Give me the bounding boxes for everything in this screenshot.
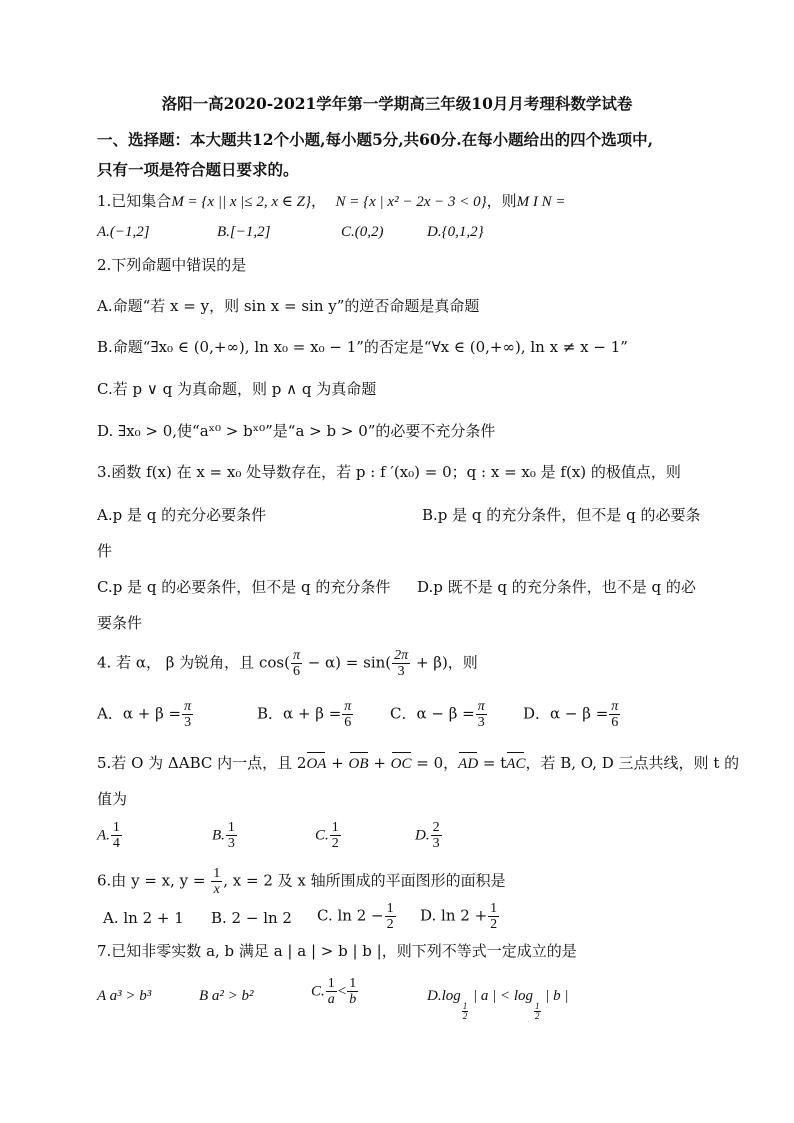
q4-d-den: 6: [611, 715, 619, 730]
q7-c-num1: 1: [327, 976, 335, 991]
q5-vec-oa: OA: [306, 756, 327, 772]
q1-sep: ，: [310, 192, 326, 210]
q1-option-b: B.[−1,2]: [217, 224, 271, 240]
q5-option-c: [315, 820, 342, 851]
q4-b-num: π: [344, 699, 352, 714]
q7-option-c: [311, 976, 359, 1007]
q5-a-den: 4: [112, 836, 120, 851]
q4-option-d: [523, 699, 621, 730]
q5-option-a: [97, 820, 123, 851]
q1-stem-text: 1.已知集合: [97, 192, 172, 210]
q5-d-label: D.: [415, 827, 430, 844]
q5-d-frac: [431, 820, 442, 851]
q4-pre: 4. 若 α， β 为锐角，且 cos(: [97, 653, 290, 672]
q4-frac-2pi-3: [392, 648, 410, 679]
q5-eqt: = t: [478, 754, 507, 772]
q4-b-frac: [342, 699, 353, 730]
question-6-stem: [97, 866, 506, 897]
q4-frac1-den: 6: [292, 664, 300, 679]
q1-option-c: C.(0,2): [341, 224, 384, 240]
q5-stem-cont: 值为: [97, 790, 128, 808]
q3-option-c: C.p 是 q 的必要条件，但不是 q 的充分条件: [97, 578, 391, 596]
q7-c-frac1: [326, 976, 337, 1007]
q4-frac1-num: π: [292, 648, 300, 663]
q4-frac2-den: 3: [397, 664, 405, 679]
q7-d-pre: D.log: [427, 988, 461, 1004]
q1-option-a: A.(−1,2]: [97, 224, 150, 240]
q5-plus1: +: [326, 754, 349, 772]
q5-b-label: B.: [212, 827, 225, 844]
q4-c-frac: [476, 699, 487, 730]
question-7-stem: 7.已知非零实数 a, b 满足 a | a | > b | b |，则下列不等式一定成立的是: [97, 942, 577, 960]
q7-option-d: [427, 986, 569, 1021]
q4-option-a: [97, 699, 194, 730]
q6-option-c: [317, 901, 397, 932]
page-title: 洛阳一高2020-2021学年第一学期高三年级10月月考理科数学试卷: [161, 94, 633, 113]
q1-ask: ，则: [486, 192, 517, 210]
section-header-line1: 一、选择题：本大题共12个小题,每小题5分,共60分.在每小题给出的四个选项中,: [97, 130, 654, 149]
q5-pre: 5.若 O 为 ΔABC 内一点，且 2: [97, 754, 307, 772]
q4-option-c: [390, 699, 488, 730]
q4-a-den: 3: [184, 715, 192, 730]
question-3-stem: 3.函数 f(x) 在 x = x₀ 处导数存在，若 p : f ′(x₀) = 0；q : x = x₀ 是 f(x) 的极值点，则: [97, 463, 681, 481]
q6-d-text: D. ln 2 +: [420, 906, 488, 925]
q7-c-den1: a: [327, 992, 335, 1007]
q2-option-d: D. ∃x₀ > 0,使“aˣ⁰ > bˣ⁰”是“a > b > 0”的必要不充分条件: [97, 422, 496, 440]
q5-eq0: = 0，: [411, 754, 459, 772]
q7-d-base1-num: 1: [462, 1001, 468, 1011]
q6-frac: [211, 866, 222, 897]
q4-post: + β)，则: [411, 653, 478, 672]
q4-frac2-num: 2π: [394, 648, 409, 663]
q4-option-b: [257, 699, 354, 730]
q3-option-b: B.p 是 q 的充分条件，但不是 q 的必要条: [422, 506, 701, 524]
q7-option-a: A a³ > b³: [97, 988, 152, 1004]
section-header-line2: 只有一项是符合题日要求的。: [97, 160, 299, 179]
q5-d-num: 2: [432, 820, 440, 835]
q5-c-den: 2: [331, 836, 339, 851]
question-4-stem: [97, 648, 478, 679]
q5-c-label: C.: [315, 827, 329, 844]
q6-frac-num: 1: [213, 866, 221, 881]
q6-c-den: 2: [386, 917, 394, 932]
q6-c-num: 1: [386, 901, 394, 916]
q7-c-lt: <: [337, 983, 347, 1000]
q4-c-num: π: [477, 699, 485, 714]
q4-mid: − α) = sin(: [302, 653, 392, 672]
q5-option-b: [212, 820, 238, 851]
q5-post: ，若 B, O, D 三点共线，则 t 的: [525, 754, 740, 772]
q7-option-b: B a² > b²: [199, 988, 254, 1004]
q7-d-base1: [462, 1002, 469, 1021]
q7-c-num2: 1: [349, 976, 357, 991]
question-2-stem: 2.下列命题中错误的是: [97, 256, 247, 274]
q1-expr: M I N =: [516, 194, 566, 210]
q5-a-frac: [111, 820, 122, 851]
q5-vec-ob: OB: [348, 756, 369, 772]
q6-post: , x = 2 及 x 轴所围成的平面图形的面积是: [223, 871, 506, 890]
q6-option-b: B. 2 − ln 2: [211, 909, 292, 927]
q5-c-num: 1: [331, 820, 339, 835]
q3-option-a: A.p 是 q 的充分必要条件: [97, 506, 267, 524]
q6-d-frac: [488, 901, 499, 932]
q2-option-a: A.命题“若 x = y，则 sin x = sin y”的逆否命题是真命题: [97, 297, 480, 315]
q5-option-d: [415, 820, 443, 851]
q5-plus2: +: [368, 754, 391, 772]
q7-d-mid: | a | < log: [469, 988, 534, 1004]
q5-a-num: 1: [112, 820, 120, 835]
q1-set-m: M = {x || x |≤ 2, x ∈ Z}: [171, 194, 311, 210]
q7-d-base2-num: 1: [535, 1001, 540, 1011]
q3-option-b-cont: 件: [97, 542, 113, 560]
q5-c-frac: [330, 820, 341, 851]
q6-c-frac: [385, 901, 396, 932]
q6-option-a: A. ln 2 + 1: [103, 909, 184, 927]
q7-c-den2: b: [349, 992, 357, 1007]
q3-option-d-cont: 要条件: [97, 614, 143, 632]
question-1-stem: [97, 191, 566, 212]
question-5-stem: [97, 753, 739, 774]
q6-c-text: C. ln 2 −: [317, 906, 384, 925]
q4-d-num: π: [611, 699, 619, 714]
q4-c-text: C．α − β =: [390, 704, 475, 723]
q7-d-base1-den: 2: [462, 1011, 468, 1021]
q7-c-frac2: [347, 976, 358, 1007]
q6-d-num: 1: [490, 901, 498, 916]
q4-b-text: B．α + β =: [257, 704, 342, 723]
q7-d-post: | b |: [541, 988, 569, 1004]
q7-d-base2-den: 2: [535, 1011, 540, 1021]
q7-d-base2: [534, 1002, 541, 1021]
q4-d-frac: [609, 699, 620, 730]
q5-vec-oc: OC: [390, 756, 412, 772]
q4-b-den: 6: [344, 715, 352, 730]
q5-a-label: A.: [97, 827, 110, 844]
q3-option-d: D.p 既不是 q 的充分条件，也不是 q 的必: [417, 578, 696, 596]
q4-a-text: A．α + β =: [97, 704, 182, 723]
q5-b-num: 1: [227, 820, 235, 835]
q7-c-label: C.: [311, 983, 325, 1000]
q6-frac-den: x: [213, 882, 220, 897]
q2-option-b: B.命题“∃x₀ ∈ (0,+∞), ln x₀ = x₀ − 1”的否定是“∀x ∈ (0,+∞), ln x ≠ x − 1”: [97, 338, 628, 356]
q5-vec-ac: AC: [506, 756, 526, 772]
q4-frac-pi-6: [291, 648, 302, 679]
q4-d-text: D．α − β =: [523, 704, 609, 723]
q6-pre: 6.由 y = x, y =: [97, 871, 211, 890]
q6-option-d: [420, 901, 500, 932]
q2-option-c: C.若 p ∨ q 为真命题，则 p ∧ q 为真命题: [97, 380, 377, 398]
q4-a-num: π: [184, 699, 192, 714]
q6-d-den: 2: [490, 917, 498, 932]
q4-c-den: 3: [477, 715, 485, 730]
q1-set-n: N = {x | x² − 2x − 3 < 0}: [335, 194, 487, 210]
q5-vec-ad: AD: [458, 756, 479, 772]
q5-d-den: 3: [432, 836, 440, 851]
q5-b-den: 3: [227, 836, 235, 851]
q1-option-d: D.{0,1,2}: [427, 224, 484, 240]
q5-b-frac: [226, 820, 237, 851]
q4-a-frac: [182, 699, 193, 730]
